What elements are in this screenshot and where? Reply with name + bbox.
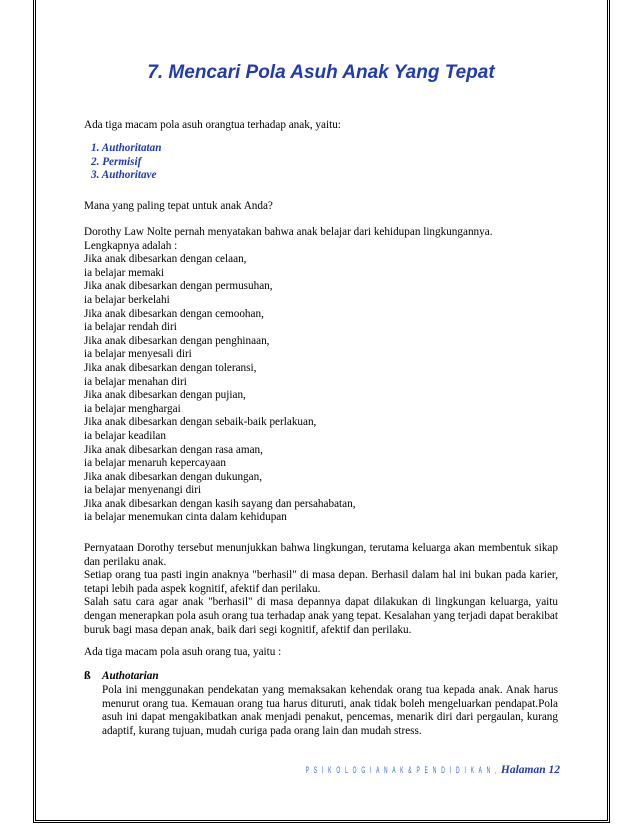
poem-line: ia belajar keadilan [84, 429, 166, 442]
poem-intro: Dorothy Law Nolte pernah menyatakan bahwa anak belajar dari kehidupan lingkungannya. [84, 226, 493, 238]
poem-line: Jika anak dibesarkan dengan cemoohan, [84, 307, 264, 320]
section-heading: Authotarian [102, 670, 159, 682]
section-body: Pola ini menggunakan pendekatan yang memaksakan kehendak orang tua kepada anak. Anak harus menurut orang tua. Kemauan orang tua harus dituruti, anak tidak boleh mengeluarkan pendapat.Pola asuh ini dapat mengakibatkan anak menjadi penakut, pencemas, menarik diri dari pergaulan, kurang adaptif, kurang tujuan, mudah curiga pada orang lain dan mudah stress. [102, 684, 558, 737]
page-title: 7. Mencari Pola Asuh Anak Yang Tepat [147, 62, 495, 83]
poem-line: ia belajar menghargai [84, 402, 181, 415]
poem-block [84, 226, 493, 525]
paragraph-text: Setiap orang tua pasti ingin anaknya "berhasil" di masa depan. Berhasil dalam hal ini bukan pada karier, tetapi lebih pada aspek kognitif, afektif dan perilaku. [84, 569, 558, 595]
bullet-symbol: ß [84, 668, 91, 682]
paragraph [84, 542, 558, 637]
poem-line: ia belajar menyenangi diri [84, 484, 202, 497]
page-footer [148, 764, 560, 776]
poem-line: ia belajar menahan diri [84, 375, 187, 388]
poem-line: Jika anak dibesarkan dengan permusuhan, [84, 280, 273, 293]
poem-line: Jika anak dibesarkan dengan kasih sayang dan persahabatan, [84, 497, 356, 510]
footer-brand: P S I K O L O G I A N A K & P E N D I D I K A N , [305, 765, 499, 775]
poem-line: ia belajar menemukan cinta dalam kehidupan [84, 511, 287, 524]
paragraph-text: Pernyataan Dorothy tersebut menunjukkan bahwa lingkungan, terutama keluarga akan membentuk sikap dan perilaku anak. [84, 542, 558, 568]
list-item: 2. Permisif [91, 155, 142, 168]
poem-line: Jika anak dibesarkan dengan dukungan, [84, 470, 263, 483]
poem-line: ia belajar menyesali diri [84, 348, 192, 361]
poem-lead: Lengkapnya adalah : [84, 239, 178, 252]
list-item: 1. Authoritatan [91, 142, 162, 154]
page-number: Halaman 12 [500, 764, 560, 776]
poem-line: ia belajar memaki [84, 266, 165, 279]
poem-line: ia belajar menaruh kepercayaan [84, 457, 226, 470]
poem-line: Jika anak dibesarkan dengan penghinaan, [84, 334, 270, 347]
question-text: Mana yang paling tepat untuk anak Anda? [84, 200, 273, 212]
poem-line: ia belajar berkelahi [84, 293, 170, 306]
parenting-types-list [91, 142, 161, 183]
poem-line: Jika anak dibesarkan dengan rasa aman, [84, 443, 263, 456]
paragraph-text: Salah satu cara agar anak "berhasil" di masa depannya dapat dilakukan di lingkungan keluarga, yaitu dengan menerapkan pola asuh orang tua terhadap anak yang tepat. Kesalahan yang terjadi dapat berakibat buruk bagi masa depan anak, baik dari segi kognitif, afektif dan perilaku. [84, 596, 558, 636]
poem-line: ia belajar rendah diri [84, 321, 177, 334]
list-item: 3. Authoritave [91, 169, 157, 182]
paragraph: Ada tiga macam pola asuh orang tua, yaitu : [84, 646, 282, 658]
poem-line: Jika anak dibesarkan dengan toleransi, [84, 361, 257, 374]
poem-line: Jika anak dibesarkan dengan sebaik-baik perlakuan, [84, 416, 317, 429]
intro-text: Ada tiga macam pola asuh orangtua terhadap anak, yaitu: [84, 119, 341, 131]
poem-line: Jika anak dibesarkan dengan pujian, [84, 389, 246, 402]
poem-line: Jika anak dibesarkan dengan celaan, [84, 253, 247, 266]
